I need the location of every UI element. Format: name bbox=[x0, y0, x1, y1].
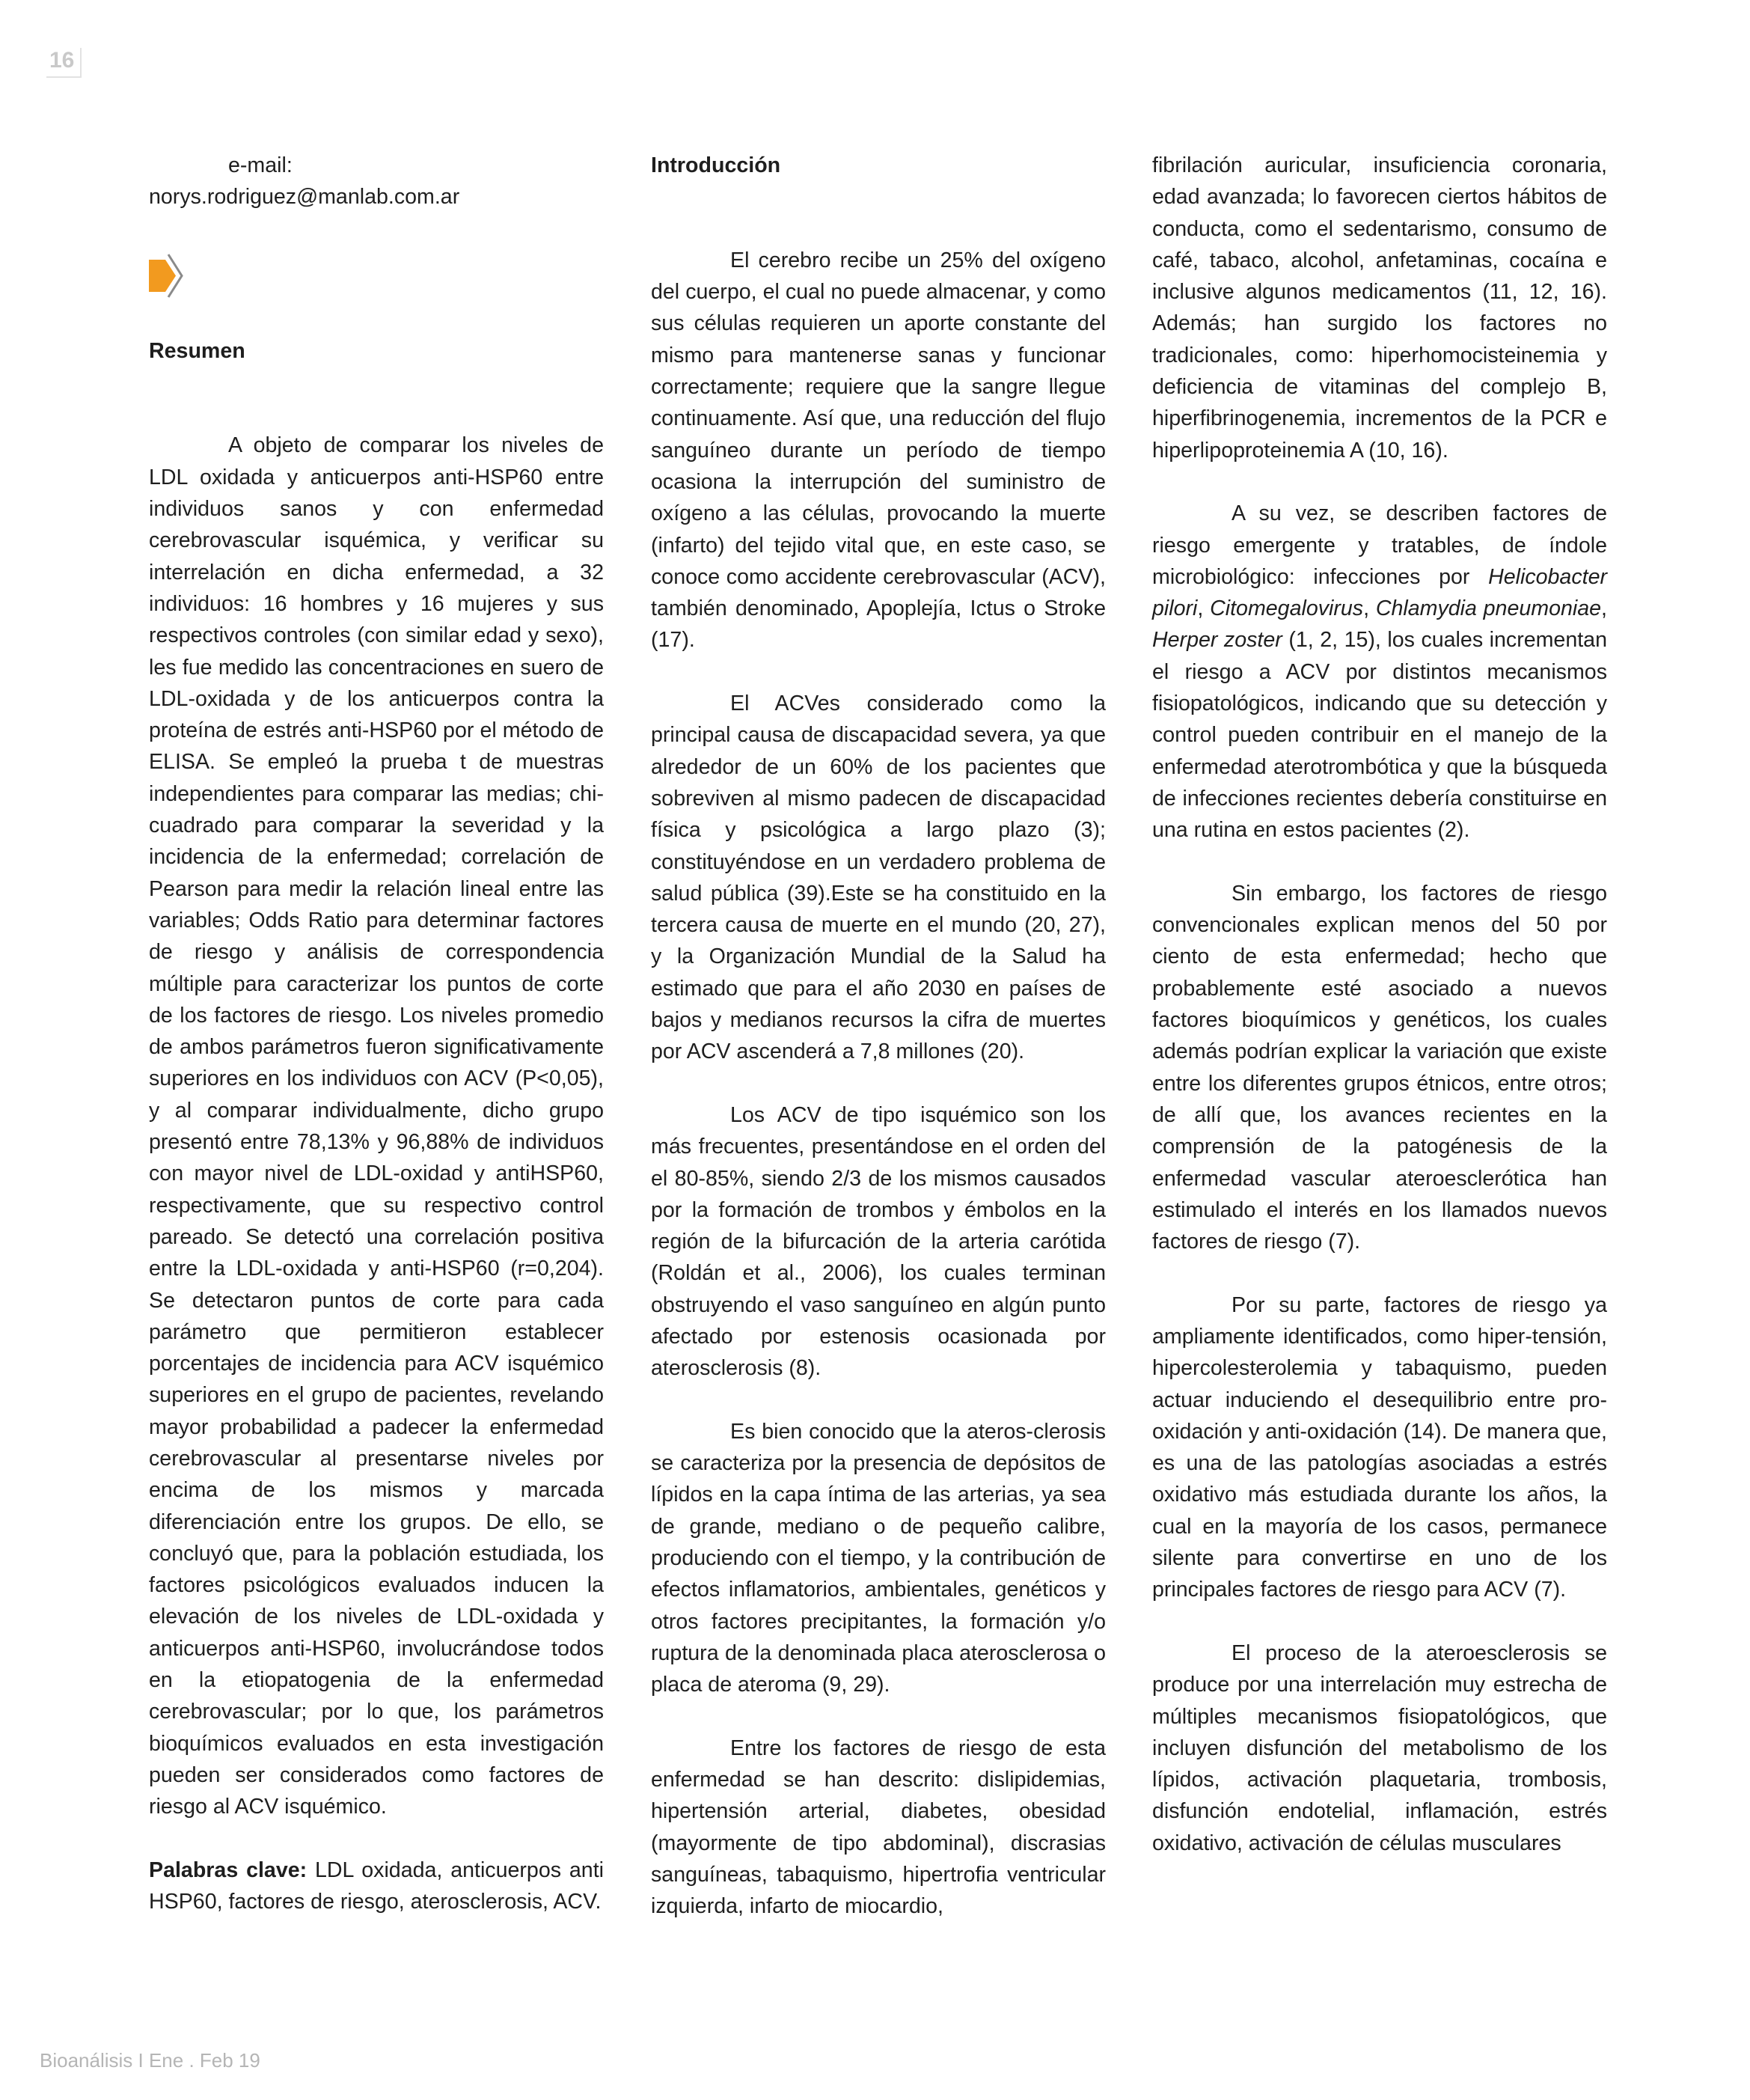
species-name: Herper zoster bbox=[1152, 628, 1282, 653]
body-paragraph-conventional: Sin embargo, los factores de riesgo convencionales explican menos del 50 por ciento de esta enfermedad; hecho que probablemente esté asociado a nuevos factores bioquímicos y genéticos, los cuales además podrían explicar la variación que existe entre los diferentes grupos étnicos, entre otros; de allí que, los avances recientes en la comprensión de la patogénesis de la enfermedad vascular ateroesclerótica han estimulado el interés en los llamados nuevos factores de riesgo (7). bbox=[1152, 881, 1607, 1254]
intro-paragraph-5: Entre los factores de riesgo de esta enfermedad se han descrito: dislipidemias, hipertensión arterial, diabetes, obesidad (mayormente de tipo abdominal), discrasias sanguíneas, tabaquismo, hipertrofia ventricular izquierda, infarto de miocardio, bbox=[651, 1736, 1106, 1919]
column-left bbox=[149, 150, 604, 1950]
keywords-paragraph bbox=[149, 1855, 604, 1918]
intro-paragraph-3: Los ACV de tipo isquémico son los más frecuentes, presentándose en el orden del el 80-85%, siendo 2/3 de los mismos causados por la formación de trombos y émbolos en la región de la bifurcación de la arteria carótida (Roldán et al., 2006), los cuales terminan obstruyendo el vaso sanguíneo en algún punto afectado por estenosis ocasionada por aterosclerosis (8). bbox=[651, 1102, 1106, 1381]
intro-paragraph-1: El cerebro recibe un 25% del oxígeno del cuerpo, el cual no puede almacenar, y como sus células requieren un aporte constante del mismo para mantenerse sanas y funcionar correctamente; requiere que la sangre llegue continuamente. Así que, una reducción del flujo sanguíneo durante un período de tiempo ocasiona la interrupción del suministro de oxígeno a las células, provocando la muerte (infarto) del tejido vital que, en este caso, se conoce como accidente cerebrovascular (ACV), también denominado, Apoplejía, Ictus o Stroke (17). bbox=[651, 248, 1106, 653]
orange-chevron-shape bbox=[149, 260, 176, 292]
text-segment: , bbox=[1601, 596, 1607, 621]
resumen-heading: Resumen bbox=[149, 338, 245, 363]
text-segment: , bbox=[1197, 596, 1211, 621]
body-paragraph-atherosclerosis: El proceso de la ateroesclerosis se produce por una interrelación muy estrecha de múltiples mecanismos fisiopatológicos, que incluyen disfunción del metabolismo de los lípidos, activación plaquetaria, trombosis, disfunción endotelial, inflamación, estrés oxidativo, activación de células musculares bbox=[1152, 1640, 1607, 1855]
page-number: 16 bbox=[46, 48, 82, 78]
keywords-label: Palabras clave: bbox=[149, 1858, 308, 1882]
column-right bbox=[1152, 150, 1607, 1859]
species-name: Helicobacter pilori bbox=[1152, 564, 1607, 621]
species-name: Chlamydia pneumoniae bbox=[1375, 596, 1602, 621]
column-middle bbox=[651, 150, 1106, 1923]
intro-paragraph-4: Es bien conocido que la ateros-clerosis se caracteriza por la presencia de depósitos de lípidos en la capa íntima de las arterias, ya sea de grande, mediano o de pequeño calibre, produciendo con el tiempo, y la contribución de efectos inflamatorios, ambientales, genéticos y otros factores precipitantes, la formación y/o ruptura de la denominada placa aterosclerosa o placa de ateroma (9, 29). bbox=[651, 1419, 1106, 1697]
body-paragraph-oxidative: Por su parte, factores de riesgo ya ampliamente identificados, como hiper-tensión, hipercolesterolemia y tabaquismo, pueden actuar induciendo el desequilibrio entre pro-oxidación y anti-oxidación (14). De manera que, es una de las patologías asociadas a estrés oxidativo más estudiada durante los años, la cual en la mayoría de los casos, permanece silente para convertirse en uno de los principales factores de riesgo para ACV (7). bbox=[1152, 1292, 1607, 1602]
section-marker bbox=[149, 252, 604, 299]
text-segment: (1, 2, 15), los cuales incrementan el riesgo a ACV por distintos mecanismos fisiopatológicos, indicando que su detección y control pueden contribuir en el manejo de la enfermedad aterotrombótica y que la búsqueda de infecciones recientes debería constituirse en una rutina en estos pacientes (2). bbox=[1152, 628, 1607, 843]
species-name: Citomegalovirus bbox=[1210, 596, 1364, 621]
text-segment: , bbox=[1363, 596, 1376, 621]
resumen-paragraph: A objeto de comparar los niveles de LDL oxidada y anticuerpos anti-HSP60 entre individuos sanos y con enfermedad cerebrovascular isquémica, y verificar su interrelación en dicha enfermedad, a 32 individuos: 16 hombres y 16 mujeres y sus respectivos controles (con similar edad y sexo), les fue medido las concentraciones en suero de LDL-oxidada y de los anticuerpos contra la proteína de estrés anti-HSP60 por el método de ELISA. Se empleó la prueba t de muestras independientes para comparar las medias; chi-cuadrado para comparar la severidad y la incidencia de la enfermedad; correlación de Pearson para medir la relación lineal entre las variables; Odds Ratio para determinar factores de riesgo y análisis de correspondencia múltiple para caracterizar los puntos de corte de los factores de riesgo. Los niveles promedio de ambos parámetros fueron significativamente superiores en los individuos con ACV (P<0,05), y al comparar individualmente, dicho grupo presentó entre 78,13% y 96,88% de individuos con mayor nivel de LDL-oxidad y antiHSP60, respectivamente, que su respectivo control pareado. Se detectó una correlación positiva entre la LDL-oxidada y anti-HSP60 (r=0,204). Se detectaron puntos de corte para cada parámetro que permitieron establecer porcentajes de incidencia para ACV isquémico superiores en el grupo de pacientes, revelando mayor probabilidad a padecer la enfermedad cerebrovascular al presentarse niveles por encima de los mismos y marcada diferenciación entre los grupos. De ello, se concluyó que, para la población estudiada, los factores psicológicos evaluados inducen la elevación de los niveles de LDL-oxidada y anticuerpos anti-HSP60, involucrándose todos en la etiopatogenia de la enfermedad cerebrovascular; por lo que, los parámetros bioquímicos evaluados en esta investigación pueden ser considerados como factores de riesgo al ACV isquémico. bbox=[149, 433, 604, 1819]
page-footer: Bioanálisis I Ene . Feb 19 bbox=[40, 2049, 260, 2072]
body-paragraph-continued: fibrilación auricular, insuficiencia coronaria, edad avanzada; lo favorecen ciertos hábitos de conducta, como el sedentarismo, consumo de café, tabaco, alcohol, anfetaminas, cocaína e inclusive algunos medicamentos (11, 12, 16). Además; han surgido los factores no tradicionales, como: hiperhomocisteinemia y deficiencia de vitaminas del complejo B, hiperfibrinogenemia, incrementos de la PCR e hiperlipoproteinemia A (10, 16). bbox=[1152, 153, 1607, 463]
author-email[interactable]: e-mail: norys.rodriguez@manlab.com.ar bbox=[149, 153, 460, 210]
introduccion-heading: Introducción bbox=[651, 153, 781, 177]
intro-paragraph-2: El ACVes considerado como la principal causa de discapacidad severa, ya que alrededor de un 60% de los pacientes que sobreviven al mismo padecen de discapacidad física y psicológica a largo plazo (3); constituyéndose en un verdadero problema de salud pública (39).Este se ha constituido en la tercera causa de muerte en el mundo (20, 27), y la Organización Mundial de la Salud ha estimado que para el año 2030 en países de bajos y medianos recursos la cifra de muertes por ACV ascenderá a 7,8 millones (20). bbox=[651, 692, 1106, 1064]
double-chevron-right-icon bbox=[149, 252, 185, 299]
text-segment: A su vez, se describen factores de riesgo emergente y tratables, de índole microbiológico: infecciones por bbox=[1152, 501, 1607, 589]
body-paragraph-microbiological bbox=[1152, 498, 1607, 846]
keywords-text: LDL oxidada, anticuerpos anti HSP60, factores de riesgo, aterosclerosis, ACV. bbox=[149, 1858, 604, 1914]
